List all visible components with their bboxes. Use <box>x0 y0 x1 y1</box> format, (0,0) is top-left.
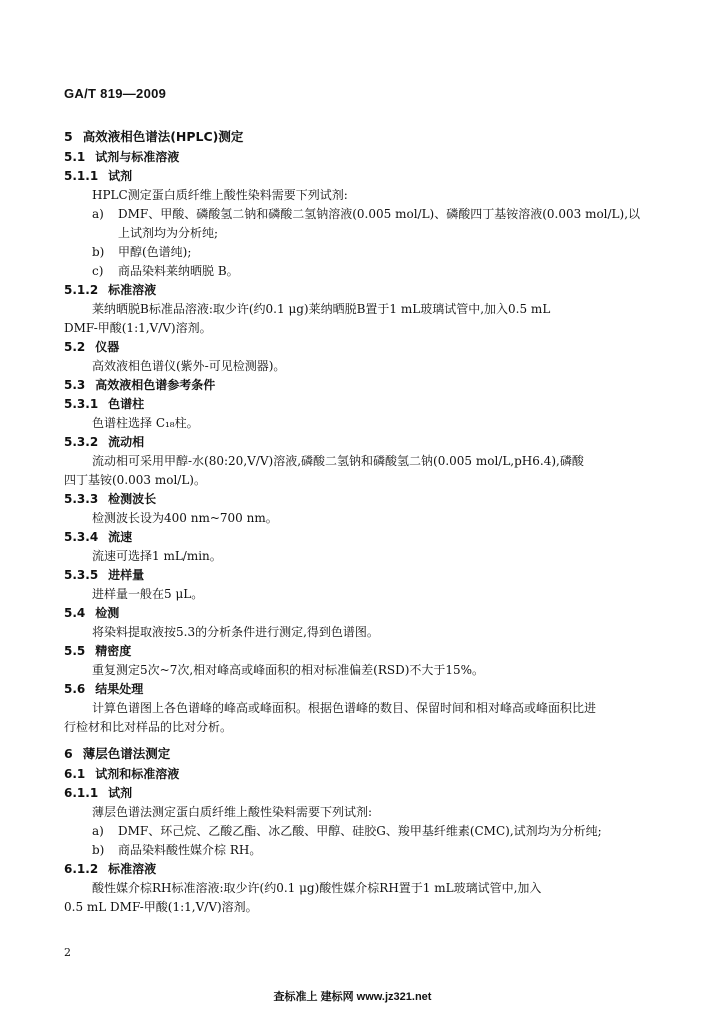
paragraph-line: 计算色谱图上各色谱峰的峰高或峰面积。根据色谱峰的数目、保留时间和相对峰高或峰面积比进 <box>92 701 597 715</box>
section-number: 5.3.2 <box>64 435 99 449</box>
paragraph-line: 重复测定5次~7次,相对峰高或峰面积的相对标准偏差(RSD)不大于15%。 <box>92 663 485 677</box>
section-number: 5 <box>64 129 73 144</box>
paragraph-line: 流速可选择1 mL/min。 <box>92 549 222 563</box>
footer-watermark: 查标准上 建标网 www.jz321.net <box>273 991 432 1003</box>
section-title: 精密度 <box>95 644 132 658</box>
section-title: 试剂和标准溶液 <box>95 767 180 781</box>
section-number: 5.3.4 <box>64 530 99 544</box>
section-number: 5.6 <box>64 682 86 696</box>
document-body <box>64 120 644 917</box>
section-title: 仪器 <box>95 340 120 354</box>
paragraph-line: 流动相可采用甲醇-水(80:20,V/V)溶液,磷酸二氢钠和磷酸氢二钠(0.005 mol/L,pH6.4),磷酸 <box>92 454 584 468</box>
subsection-heading <box>64 490 644 509</box>
section-heading <box>64 743 644 765</box>
list-item <box>64 243 644 262</box>
paragraph-line: 色谱柱选择 C₁₈柱。 <box>92 416 199 430</box>
list-marker: a) <box>92 207 104 221</box>
section-title: 标准溶液 <box>108 283 157 297</box>
paragraph-line: HPLC测定蛋白质纤维上酸性染料需要下列试剂: <box>92 188 348 202</box>
subsection-heading <box>64 566 644 585</box>
section-number: 5.3 <box>64 378 86 392</box>
section-number: 5.1.2 <box>64 283 99 297</box>
list-item-continuation: 上试剂均为分析纯; <box>118 226 219 240</box>
section-number: 5.5 <box>64 644 86 658</box>
subsection-heading <box>64 281 644 300</box>
list-marker: c) <box>92 264 104 278</box>
section-title: 结果处理 <box>95 682 144 696</box>
list-item <box>64 262 644 281</box>
section-number: 5.1 <box>64 150 86 164</box>
paragraph-line: 将染料提取液按5.3的分析条件进行测定,得到色谱图。 <box>92 625 379 639</box>
subsection-heading <box>64 642 644 661</box>
list-marker: b) <box>92 245 105 259</box>
section-title: 标准溶液 <box>108 862 157 876</box>
section-title: 进样量 <box>108 568 145 582</box>
list-marker: a) <box>92 824 104 838</box>
paragraph-line: 薄层色谱法测定蛋白质纤维上酸性染料需要下列试剂: <box>92 805 373 819</box>
section-title: 流动相 <box>108 435 145 449</box>
section-title: 检测 <box>95 606 120 620</box>
subsection-heading <box>64 167 644 186</box>
page-number: 2 <box>64 946 71 959</box>
paragraph-line: 检测波长设为400 nm~700 nm。 <box>92 511 278 525</box>
section-number: 5.3.3 <box>64 492 99 506</box>
document-code: GA/T 819—2009 <box>64 86 167 101</box>
paragraph-line: 酸性媒介棕RH标准溶液:取少许(约0.1 μg)酸性媒介棕RH置于1 mL玻璃试管中,加入 <box>92 881 542 895</box>
section-number: 6.1 <box>64 767 86 781</box>
section-title: 高效液相色谱法(HPLC)测定 <box>82 129 244 144</box>
section-number: 5.3.5 <box>64 568 99 582</box>
section-title: 试剂 <box>108 169 133 183</box>
paragraph-line: 高效液相色谱仪(紫外-可见检测器)。 <box>92 359 286 373</box>
subsection-heading <box>64 528 644 547</box>
section-number: 6.1.2 <box>64 862 99 876</box>
subsection-heading <box>64 395 644 414</box>
list-marker: b) <box>92 843 105 857</box>
list-item-text: 商品染料莱纳晒脱 B。 <box>118 264 239 278</box>
subsection-heading <box>64 604 644 623</box>
paragraph-line: 进样量一般在5 μL。 <box>92 587 204 601</box>
section-number: 5.1.1 <box>64 169 99 183</box>
subsection-heading <box>64 338 644 357</box>
subsection-heading <box>64 376 644 395</box>
section-title: 流速 <box>108 530 133 544</box>
section-number: 6.1.1 <box>64 786 99 800</box>
section-number: 6 <box>64 746 73 761</box>
subsection-heading <box>64 433 644 452</box>
subsection-heading <box>64 765 644 784</box>
list-item-text: DMF、甲酸、磷酸氢二钠和磷酸二氢钠溶液(0.005 mol/L)、磷酸四丁基铵溶液(0.003 mol/L),以 <box>118 207 641 221</box>
section-number: 5.4 <box>64 606 86 620</box>
paragraph-continuation: DMF-甲酸(1:1,V/V)溶剂。 <box>64 321 212 335</box>
subsection-heading <box>64 148 644 167</box>
subsection-heading <box>64 680 644 699</box>
section-title: 试剂 <box>108 786 133 800</box>
subsection-heading <box>64 784 644 803</box>
list-item-text: DMF、环己烷、乙酸乙酯、冰乙酸、甲醇、硅胶G、羧甲基纤维素(CMC),试剂均为分析纯; <box>118 824 602 838</box>
section-number: 5.2 <box>64 340 86 354</box>
subsection-heading <box>64 860 644 879</box>
section-title: 高效液相色谱参考条件 <box>95 378 216 392</box>
list-item <box>64 822 644 841</box>
list-item <box>64 205 644 224</box>
paragraph-continuation: 0.5 mL DMF-甲酸(1:1,V/V)溶剂。 <box>64 900 258 914</box>
paragraph-continuation: 行检材和比对样品的比对分析。 <box>64 720 233 734</box>
section-title: 薄层色谱法测定 <box>82 746 171 761</box>
section-number: 5.3.1 <box>64 397 99 411</box>
list-item-text: 商品染料酸性媒介棕 RH。 <box>118 843 262 857</box>
section-title: 色谱柱 <box>108 397 145 411</box>
section-heading <box>64 126 644 148</box>
list-item <box>64 841 644 860</box>
paragraph-continuation: 四丁基铵(0.003 mol/L)。 <box>64 473 206 487</box>
section-title: 试剂与标准溶液 <box>95 150 180 164</box>
section-title: 检测波长 <box>108 492 157 506</box>
paragraph-line: 莱纳晒脱B标准品溶液:取少许(约0.1 μg)莱纳晒脱B置于1 mL玻璃试管中,加入0.5 mL <box>92 302 551 316</box>
list-item-text: 甲醇(色谱纯); <box>118 245 192 259</box>
